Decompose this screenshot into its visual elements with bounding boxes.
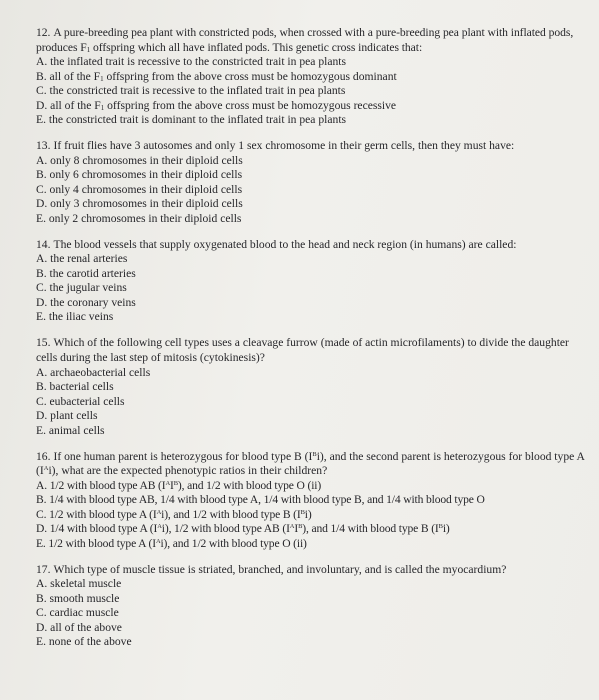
answer-option: [36, 70, 587, 85]
text-run: A. the inflated trait is recessive to the constricted trait in pea plants: [36, 55, 347, 69]
text-run: i), and 1/2 with blood type O (ii): [160, 536, 307, 550]
subscript-text: 1: [86, 45, 91, 54]
answer-option: [36, 168, 587, 183]
text-run: C. cardiac muscle: [36, 606, 119, 620]
text-run: E. only 2 chromosomes in their diploid cells: [36, 211, 242, 225]
text-run: i): [442, 522, 450, 536]
text-run: i), 1/2 with blood type AB (I: [161, 522, 290, 536]
question-13: [36, 139, 587, 226]
superscript-text: A: [157, 523, 162, 531]
question-15: [36, 336, 587, 438]
text-run: A. only 8 chromosomes in their diploid cells: [36, 153, 243, 167]
superscript-text: B: [438, 523, 443, 531]
superscript-text: A: [155, 537, 161, 545]
answer-options: [36, 366, 587, 439]
answer-option: [36, 267, 587, 282]
subscript-text: 1: [100, 103, 105, 112]
answer-option: [36, 183, 587, 198]
answer-option: [36, 197, 587, 212]
text-run: E. 1/2 with blood type A (I: [36, 536, 156, 550]
subscript-text: 1: [100, 74, 104, 83]
question-stem: [36, 336, 587, 365]
question-stem: [36, 139, 587, 154]
text-run: C. the constricted trait is recessive to the inflated trait in pea plants: [36, 84, 346, 98]
text-run: E. the constricted trait is dominant to the inflated trait in pea plants: [36, 113, 347, 127]
question-number: 14.: [36, 237, 51, 251]
text-run: C. only 4 chromosomes in their diploid cells: [36, 182, 243, 196]
text-run: D. the coronary veins: [36, 295, 136, 309]
text-run: E. animal cells: [36, 423, 105, 437]
answer-option: [36, 508, 587, 523]
question-list: [36, 26, 587, 650]
text-run: E. the iliac veins: [36, 310, 114, 324]
text-run: D. plant cells: [36, 409, 98, 423]
question-stem: [36, 238, 587, 253]
text-run: A. archaeobacterial cells: [36, 365, 151, 379]
question-number: 15.: [36, 336, 51, 350]
answer-option: [36, 154, 587, 169]
answer-option: [36, 212, 587, 227]
question-stem: [36, 563, 587, 578]
question-number: 12.: [36, 26, 51, 39]
text-run: D. all of the F: [36, 98, 101, 112]
question-number: 13.: [36, 139, 51, 153]
superscript-text: A: [289, 523, 295, 531]
answer-option: [36, 395, 587, 410]
answer-option: [36, 635, 587, 650]
question-number: 16.: [36, 449, 51, 463]
answer-option: [36, 424, 587, 439]
text-run: Which type of muscle tissue is striated, branched, and involuntary, and is called the myocardium?: [53, 562, 507, 576]
text-run: B. only 6 chromosomes in their diploid cells: [36, 168, 243, 182]
text-run: If one human parent is heterozygous for blood type B (I: [53, 449, 313, 463]
text-run: B. all of the F: [36, 69, 101, 83]
answer-option: [36, 606, 587, 621]
text-run: C. eubacterial cells: [36, 394, 125, 408]
answer-option: [36, 252, 587, 267]
text-run: A pure-breeding pea plant with constricted pods, when crossed with a pure-breeding pea plant with inflated pods, produces F: [36, 26, 574, 54]
text-run: i): [304, 507, 312, 521]
text-run: D. all of the above: [36, 620, 122, 634]
superscript-text: B: [312, 450, 317, 458]
text-run: D. 1/4 with blood type A (I: [36, 522, 158, 536]
question-14: [36, 238, 587, 325]
question-16: [36, 450, 587, 552]
superscript-text: A: [43, 465, 49, 473]
text-run: D. only 3 chromosomes in their diploid cells: [36, 197, 243, 211]
text-run: B. smooth muscle: [36, 591, 120, 605]
superscript-text: B: [298, 523, 303, 531]
question-number: 17.: [36, 562, 51, 576]
text-run: A. the renal arteries: [36, 252, 128, 266]
text-run: offspring from the above cross must be homozygous recessive: [104, 98, 397, 112]
text-run: B. 1/4 with blood type AB, 1/4 with blood type A, 1/4 with blood type B, and 1/4 with blood type O: [36, 493, 485, 507]
question-12: [36, 26, 587, 128]
text-run: A. skeletal muscle: [36, 577, 122, 591]
text-run: i), what are the expected phenotypic ratios in their children?: [48, 464, 328, 478]
text-run: I: [294, 522, 299, 536]
text-run: offspring from the above cross must be homozygous dominant: [103, 69, 397, 83]
text-run: i), and 1/2 with blood type B (I: [161, 507, 301, 521]
text-run: ), and 1/4 with blood type B (I: [302, 522, 439, 536]
question-stem: [36, 26, 587, 55]
answer-option: [36, 592, 587, 607]
answer-option: [36, 577, 587, 592]
answer-option: [36, 113, 587, 128]
answer-option: [36, 522, 587, 537]
text-run: ), and 1/2 with blood type O (ii): [177, 478, 322, 492]
text-run: B. the carotid arteries: [36, 266, 136, 280]
answer-option: [36, 310, 587, 325]
answer-option: [36, 409, 587, 424]
answer-option: [36, 366, 587, 381]
answer-options: [36, 55, 587, 128]
text-run: E. none of the above: [36, 635, 132, 649]
superscript-text: A: [165, 479, 170, 487]
answer-option: [36, 537, 587, 552]
text-run: C. the jugular veins: [36, 281, 127, 295]
answer-option: [36, 493, 587, 508]
answer-options: [36, 577, 587, 650]
answer-options: [36, 154, 587, 227]
question-17: [36, 563, 587, 650]
answer-option: [36, 296, 587, 311]
superscript-text: B: [173, 479, 178, 487]
text-run: Which of the following cell types uses a cleavage furrow (made of actin microfilaments) to divide the daughter cells during the last step of mitosis (cytokinesis)?: [36, 336, 569, 364]
text-run: offspring which all have inflated pods. This genetic cross indicates that:: [90, 40, 423, 54]
text-run: C. 1/2 with blood type A (I: [36, 507, 157, 521]
text-run: A. 1/2 with blood type AB (I: [36, 478, 166, 492]
answer-option: [36, 380, 587, 395]
question-stem: [36, 450, 587, 479]
text-run: B. bacterial cells: [36, 380, 114, 394]
answer-option: [36, 621, 587, 636]
text-run: If fruit flies have 3 autosomes and only 1 sex chromosome in their germ cells, then they must have:: [53, 139, 515, 153]
answer-option: [36, 99, 587, 114]
superscript-text: B: [300, 508, 305, 516]
answer-option: [36, 55, 587, 70]
answer-option: [36, 84, 587, 99]
answer-options: [36, 252, 587, 325]
text-run: i), and the second parent is heterozygous for blood type A (I: [36, 449, 585, 478]
superscript-text: A: [156, 508, 162, 516]
text-run: I: [170, 478, 174, 492]
answer-option: [36, 479, 587, 494]
text-run: The blood vessels that supply oxygenated blood to the head and neck region (in humans) are called:: [53, 237, 517, 251]
answer-option: [36, 281, 587, 296]
answer-options: [36, 479, 587, 552]
